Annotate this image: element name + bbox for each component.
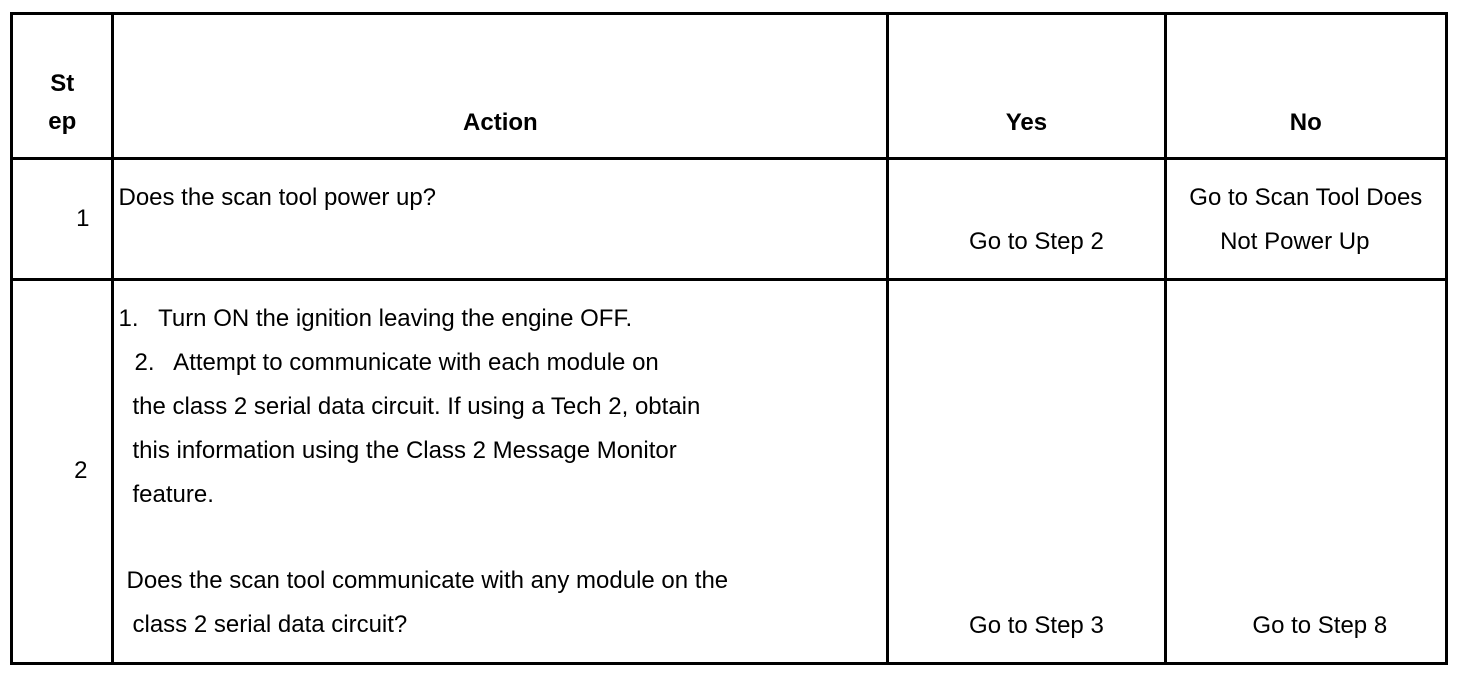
no-result-line2: Not Power Up bbox=[1220, 228, 1370, 256]
yes-cell bbox=[888, 159, 1165, 279]
step-cell bbox=[12, 159, 113, 279]
action-question: class 2 serial data circuit? bbox=[132, 610, 408, 638]
step-number: 1 bbox=[76, 205, 90, 233]
yes-result: Go to Step 3 bbox=[969, 612, 1104, 639]
action-line: this information using the Class 2 Message Monitor bbox=[132, 436, 677, 464]
step-cell bbox=[12, 279, 113, 663]
action-line: 1. Turn ON the ignition leaving the engine OFF. bbox=[118, 304, 633, 332]
step-header bbox=[12, 14, 113, 159]
no-header: No bbox=[1165, 14, 1446, 159]
diagnostic-table bbox=[10, 12, 1448, 665]
yes-cell bbox=[888, 279, 1165, 663]
header-row bbox=[12, 14, 1447, 159]
step-header-line1: St bbox=[50, 70, 75, 98]
action-question: Does the scan tool communicate with any module on the bbox=[126, 566, 729, 594]
no-result: Go to Step 8 bbox=[1252, 612, 1388, 639]
action-line: 2. Attempt to communicate with each module on bbox=[134, 348, 659, 376]
yes-result: Go to Step 2 bbox=[969, 227, 1104, 255]
table-row bbox=[12, 159, 1447, 279]
step-number: 2 bbox=[74, 457, 88, 485]
no-result-line1: Go to Scan Tool Does bbox=[1189, 184, 1423, 212]
no-cell bbox=[1165, 159, 1446, 279]
action-line: the class 2 serial data circuit. If using a Tech 2, obtain bbox=[132, 392, 701, 420]
action-header: Action bbox=[113, 14, 888, 159]
yes-header: Yes bbox=[888, 14, 1165, 159]
no-cell bbox=[1165, 279, 1446, 663]
table-row bbox=[12, 279, 1447, 663]
action-cell bbox=[113, 159, 888, 279]
action-cell bbox=[113, 279, 888, 663]
action-line: feature. bbox=[132, 480, 214, 508]
step-header-line2: ep bbox=[48, 108, 77, 136]
action-text: Does the scan tool power up? bbox=[118, 184, 437, 212]
